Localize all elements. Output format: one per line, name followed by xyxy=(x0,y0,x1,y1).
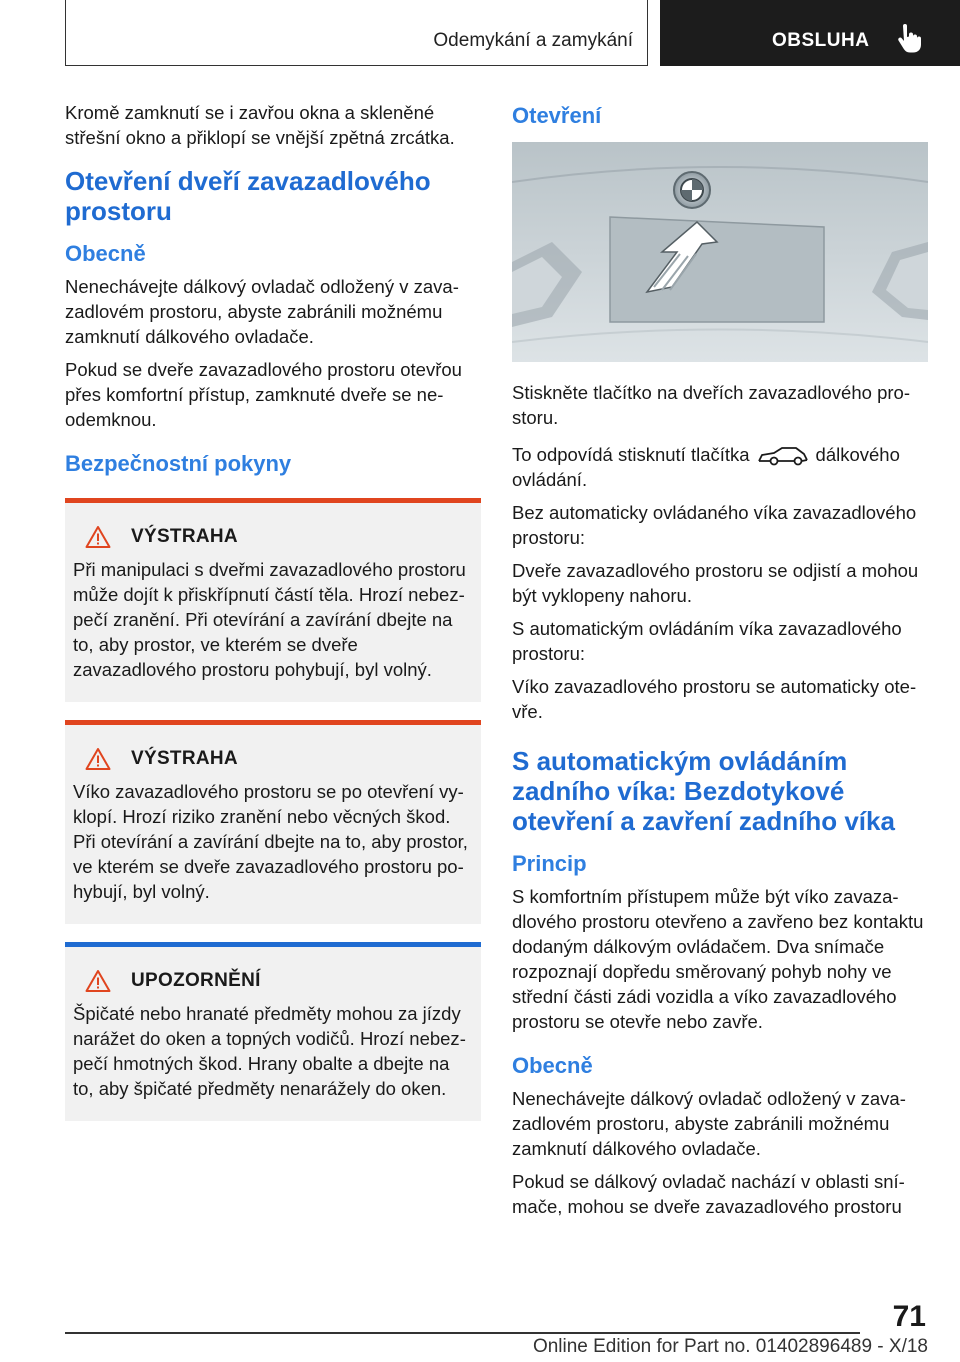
press-button-paragraph: Stiskněte tlačítko na dveřích zavazadlového prostoru. xyxy=(512,382,910,428)
principle-paragraph: S komfortním přístupem může být víko zavazadlového prostoru otevřeno a zavřeno bez kontaktu dodaným dálkovým ovládačem. Dva snímače rozpoznají dopředu směrovaný pohyb nohy ve střední části zádi vozidla a víko zavazadlového prostoru se otevře nebo zavře. xyxy=(512,886,924,1033)
general-paragraph-2: Pokud se dveře zavazadlového prostoru otevřou přes komfortní přístup, zamknuté dveře se neodemknou. xyxy=(65,359,462,430)
general2-paragraph: Nenechávejte dálkový ovladač odložený v zavazadlovém prostoru, abyste zabránili možnému zamknutí dálkového ovladače. xyxy=(512,1088,906,1160)
remote-text-a: To odpovídá stisknutí tlačítka xyxy=(512,444,750,465)
remote-equivalent-paragraph xyxy=(512,442,928,492)
trunk-illustration xyxy=(512,142,928,362)
sensor-paragraph: Pokud se dálkový ovladač nachází v oblasti snímače, mohou se dveře zavazadlového prostoru xyxy=(512,1171,905,1218)
heading-auto-tailgate: S automatickým ovládáním zadního víka: Bezdotykové otevření a zavření zadního víka xyxy=(512,746,895,837)
header-chapter-box xyxy=(660,0,960,66)
warning-box-1 xyxy=(65,498,481,702)
page-header xyxy=(0,0,960,66)
footer-divider xyxy=(65,1332,860,1334)
warning-triangle-icon xyxy=(85,969,111,993)
warning-triangle-icon xyxy=(85,747,111,771)
warning-box-2 xyxy=(65,720,481,924)
header-section-box xyxy=(65,0,648,66)
heading-open-trunk: Otevření dveří zavazadlového prostoru xyxy=(65,166,431,226)
heading-safety: Bezpečnostní pokyny xyxy=(65,451,292,476)
heading-general: Obecně xyxy=(65,241,146,266)
trunk-button-photo xyxy=(512,142,928,362)
general-paragraph-1: Nenechávejte dálkový ovladač odložený v zavazadlovém prostoru, abyste zabránili možnému zamknutí dálkového ovladače. xyxy=(65,276,459,347)
warning-triangle-icon xyxy=(85,525,111,549)
car-trunk-icon xyxy=(756,445,810,467)
heading-principle: Princip xyxy=(512,851,587,877)
heading-open: Otevření xyxy=(512,103,602,128)
warning-text: Víko zavazadlového prostoru se po otevření vyklopí. Hrozí riziko zranění nebo věcných škod. Při otevírání a zavírání dbejte na to, aby prostor, ve kterém se dveře zavazadlového prostoru pohybují, byl volný. xyxy=(73,781,468,902)
notice-text: Špičaté nebo hranaté předměty mohou za jízdy narážet do oken a topných vodičů. Hrozí nebezpečí hmotných škod. Hrany obalte a dbejte na to, aby špičaté předměty nenarážely do oken. xyxy=(73,1003,466,1099)
chapter-title: OBSLUHA xyxy=(772,30,870,51)
without-auto-paragraph: Bez automaticky ovládaného víka zavazadlového prostoru: xyxy=(512,502,917,549)
heading-general-2: Obecně xyxy=(512,1053,593,1079)
warning-text: Při manipulaci s dveřmi zavazadlového prostoru může dojít k přiskřípnutí částí těla. Hrozí nebezpečí zranění. Při otevírání a zavírání dbejte na to, aby prostor, ve kterém se dveře zavazadlového prostoru pohybují, byl volný. xyxy=(73,559,466,680)
remote-text-b: dálkového ovládání. xyxy=(512,444,900,491)
with-auto-paragraph: S automatickým ovládáním víka zavazadlového prostoru: xyxy=(512,618,902,665)
page-number: 71 xyxy=(892,1300,926,1333)
unlock-paragraph: Dveře zavazadlového prostoru se odjistí a mohou být vyklopeny nahoru. xyxy=(512,560,919,607)
warning-title: VÝSTRAHA xyxy=(131,748,238,769)
section-title: Odemykání a zamykání xyxy=(433,30,633,51)
left-column xyxy=(65,100,481,1139)
right-column xyxy=(512,100,928,1227)
auto-open-paragraph: Víko zavazadlového prostoru se automaticky otevře. xyxy=(512,676,917,723)
pointing-hand-icon xyxy=(894,24,922,54)
footer-edition: Online Edition for Part no. 01402896489 - X/18 xyxy=(532,1336,928,1357)
warning-title: VÝSTRAHA xyxy=(131,526,238,547)
intro-paragraph: Kromě zamknutí se i zavřou okna a skleněné střešní okno a přiklopí se vnější zpětná zrcátka. xyxy=(65,102,455,148)
notice-box xyxy=(65,942,481,1121)
notice-title: UPOZORNĚNÍ xyxy=(131,970,261,991)
